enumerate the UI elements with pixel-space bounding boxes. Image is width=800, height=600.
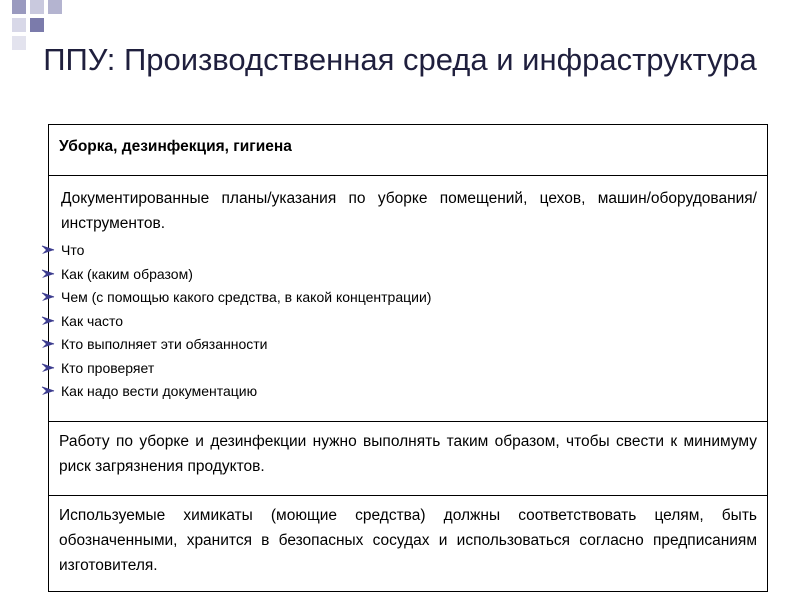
list-item	[61, 357, 757, 381]
table-header-cell: Уборка, дезинфекция, гигиена	[49, 125, 768, 176]
requirements-cell	[49, 176, 768, 422]
list-item	[61, 310, 757, 334]
intro-text: Документированные планы/указания по уборке помещений, цехов, машин/оборудования/инструментов.	[61, 190, 757, 232]
arrow-bullet-icon	[41, 315, 57, 327]
arrow-bullet-icon	[41, 291, 57, 303]
arrow-bullet-icon	[41, 385, 57, 397]
bullet-text: Что	[61, 242, 85, 258]
table-row	[49, 176, 768, 422]
bullet-text: Кто выполняет эти обязанности	[61, 336, 268, 352]
arrow-bullet-icon	[41, 338, 57, 350]
bullet-text: Как часто	[61, 312, 124, 329]
table-row	[49, 422, 768, 496]
list-item	[61, 263, 757, 287]
table-row	[49, 125, 768, 176]
bullet-text: Чем (с помощью какого средства, в какой концентрации)	[61, 289, 432, 305]
arrow-bullet-icon	[41, 362, 57, 374]
bullet-text: Как (каким образом)	[61, 265, 193, 282]
bullet-list	[61, 239, 757, 404]
table-row	[49, 496, 768, 592]
slide-title: ППУ: Производственная среда и инфраструктура	[43, 42, 757, 77]
chemicals-rule-cell: Используемые химикаты (моющие средства) должны соответствовать целям, быть обозначенными, хранится в безопасных сосудах и использоваться согласно предписаниям изготовителя.	[49, 496, 768, 592]
content-table	[48, 124, 768, 592]
list-item	[61, 239, 757, 263]
arrow-bullet-icon	[41, 268, 57, 280]
cleaning-rule-cell: Работу по уборке и дезинфекции нужно выполнять таким образом, чтобы свести к минимуму риск загрязнения продуктов.	[49, 422, 768, 496]
list-item	[61, 333, 757, 357]
arrow-bullet-icon	[41, 244, 57, 256]
bullet-text: Как надо вести документацию	[61, 383, 258, 399]
list-item	[61, 286, 757, 310]
bullet-text: Кто проверяет	[61, 359, 155, 376]
list-item	[61, 380, 757, 404]
